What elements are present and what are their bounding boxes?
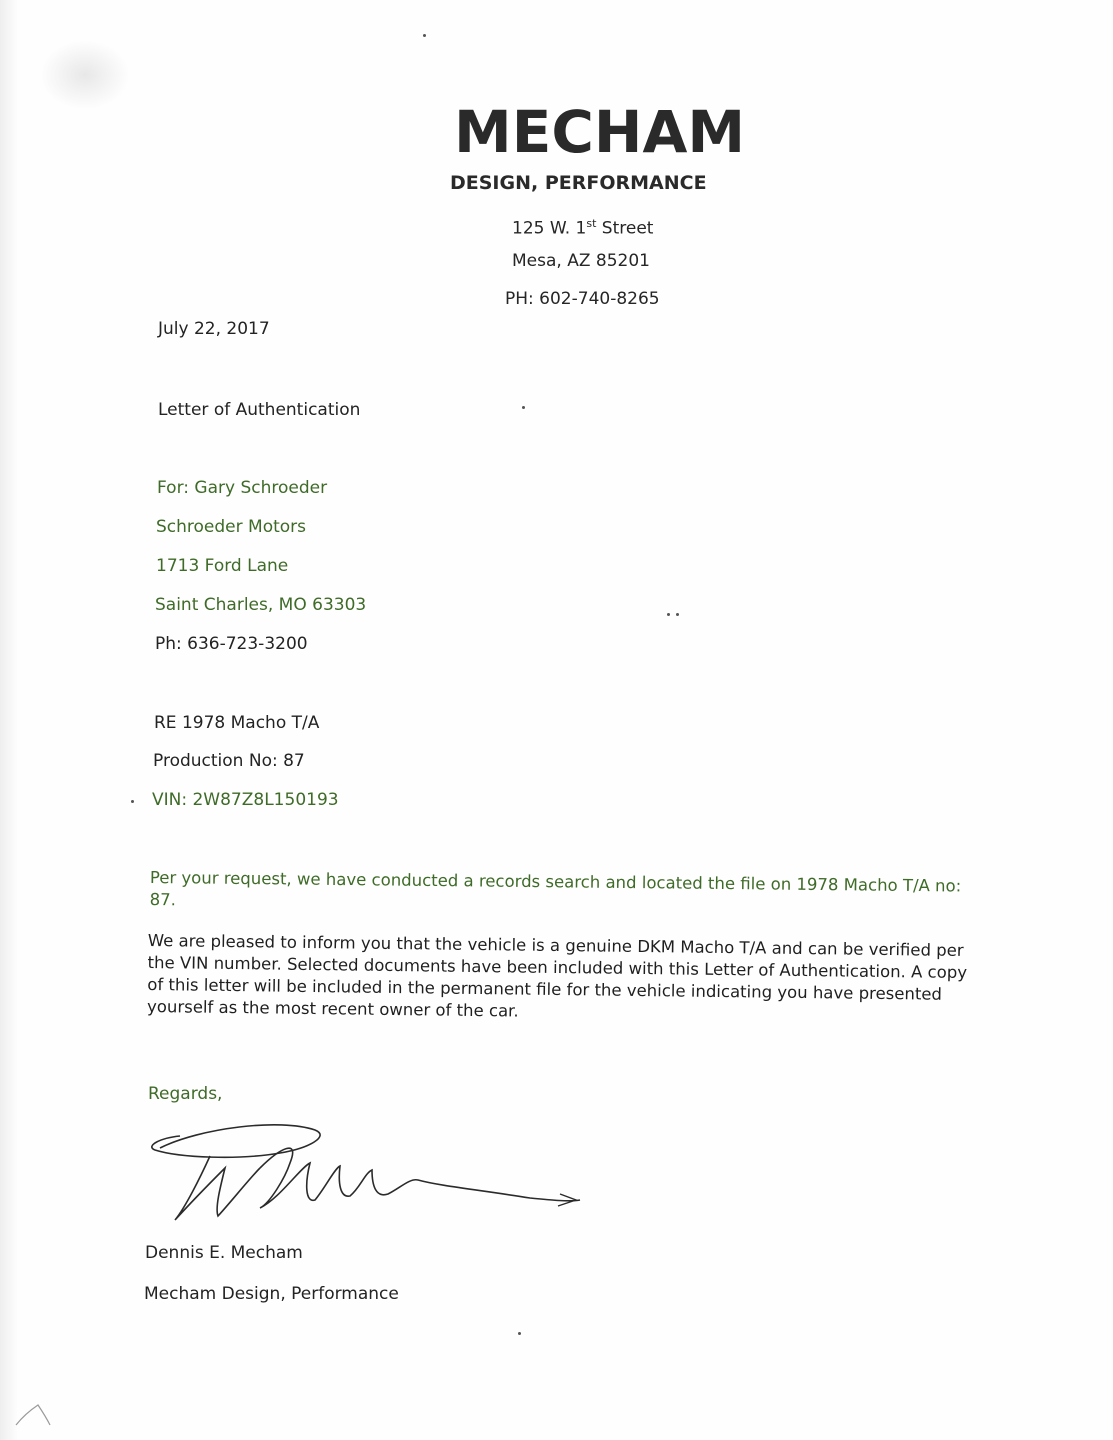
reference-vehicle: RE 1978 Macho T/A xyxy=(154,713,320,733)
company-brand: MECHAM xyxy=(454,98,746,166)
scan-speck xyxy=(423,34,426,37)
recipient-city: Saint Charles, MO 63303 xyxy=(155,595,367,615)
letter-date: July 22, 2017 xyxy=(158,319,270,339)
recipient-phone: Ph: 636-723-3200 xyxy=(155,634,308,654)
letter-subject: Letter of Authentication xyxy=(158,400,361,420)
scan-speck xyxy=(676,613,679,616)
closing: Regards, xyxy=(148,1084,223,1104)
company-street: 125 W. 1st Street xyxy=(512,217,654,239)
recipient-street: 1713 Ford Lane xyxy=(156,556,289,576)
company-phone: PH: 602-740-8265 xyxy=(505,289,660,309)
scan-speck xyxy=(518,1332,521,1335)
recipient-name: For: Gary Schroeder xyxy=(157,478,328,498)
scan-speck xyxy=(522,406,525,409)
handwritten-signature xyxy=(140,1108,590,1238)
scan-speck xyxy=(131,800,134,803)
company-subtitle: DESIGN, PERFORMANCE xyxy=(450,172,707,194)
scan-smudge xyxy=(40,40,130,110)
company-city: Mesa, AZ 85201 xyxy=(512,251,650,271)
signer-name: Dennis E. Mecham xyxy=(145,1243,303,1263)
scan-speck xyxy=(667,613,670,616)
scan-edge-shadow xyxy=(0,0,18,1440)
signer-company: Mecham Design, Performance xyxy=(144,1284,399,1304)
body-paragraph-2: We are pleased to inform you that the vehicle is a genuine DKM Macho T/A and can be verified per the VIN number. Selected documents have been included with this Letter of Authentication. A copy of this letter will be included in the permanent file for the vehicle indicating you have presented yourself as the most recent owner of the car. xyxy=(146,930,968,1021)
reference-production: Production No: 87 xyxy=(153,751,305,771)
scan-corner-mark xyxy=(14,1395,54,1435)
recipient-company: Schroeder Motors xyxy=(156,517,307,537)
body-paragraph-1: Per your request, we have conducted a records search and located the file on 1978 Macho T/A no: 87. xyxy=(149,867,962,910)
reference-vin: VIN: 2W87Z8L150193 xyxy=(152,790,339,810)
